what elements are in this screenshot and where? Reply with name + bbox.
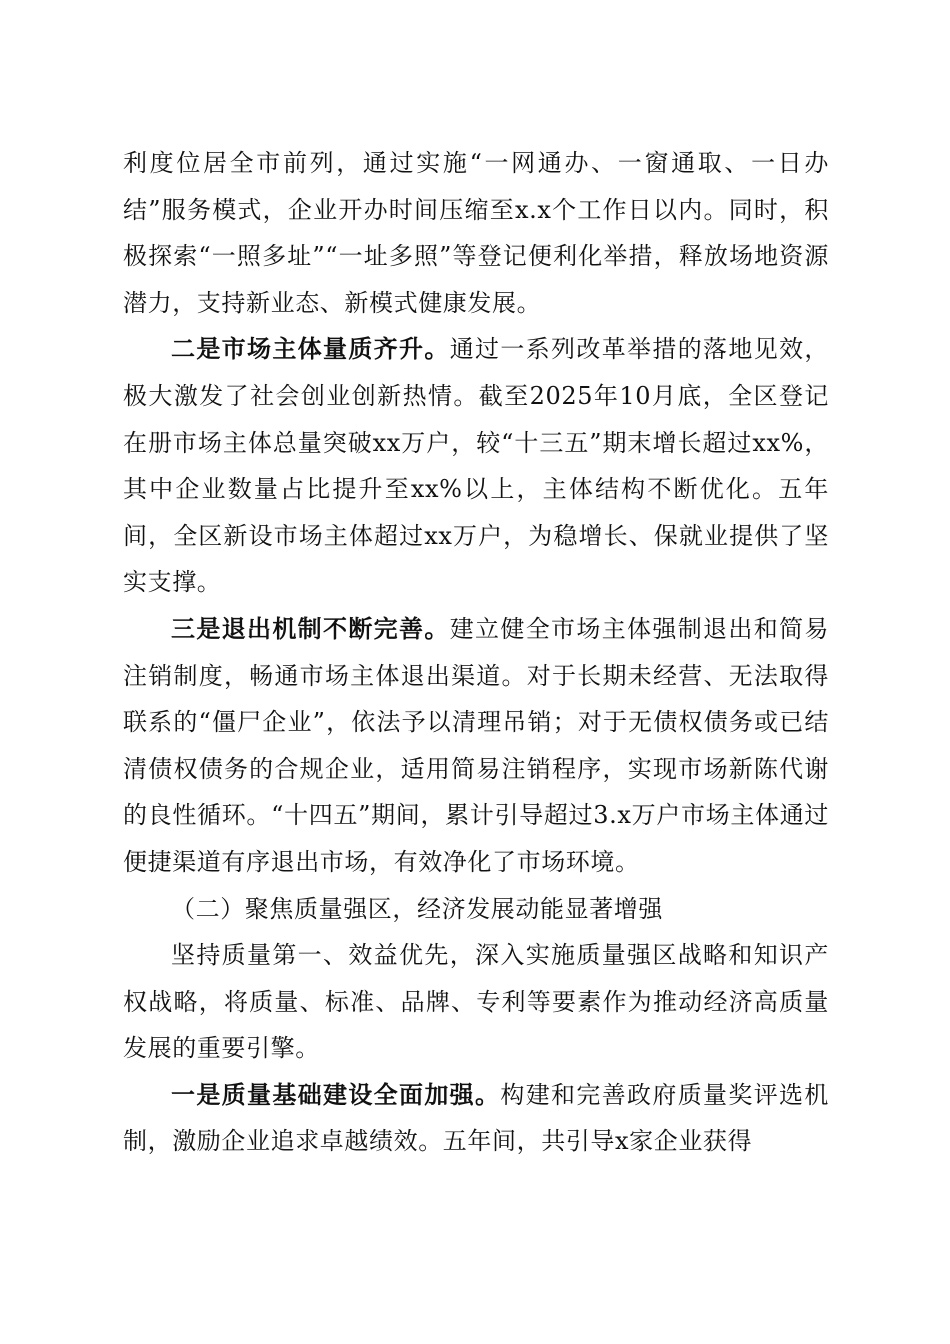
paragraph-market-entities bbox=[123, 326, 829, 606]
paragraph-quality-foundation bbox=[123, 1072, 829, 1165]
paragraph-continuation bbox=[123, 140, 829, 326]
paragraph-text: 利度位居全市前列，通过实施“一网通办、一窗通取、一日办结”服务模式，企业开办时间压缩至x.x个工作日以内。同时，积极探索“一照多址”“一址多照”等登记便利化举措，释放场地资源潜力，支持新业态、新模式健康发展。 bbox=[123, 149, 829, 317]
paragraph-text: 通过一系列改革举措的落地见效，极大激发了社会创业创新热情。截至2025年10月底，全区登记在册市场主体总量突破xx万户，较“十三五”期末增长超过xx%，其中企业数量占比提升至xx%以上，主体结构不断优化。五年间，全区新设市场主体超过xx万户，为稳增长、保就业提供了坚实支撑。 bbox=[123, 335, 830, 597]
paragraph-lead: 一是质量基础建设全面加强。 bbox=[171, 1079, 501, 1109]
paragraph-lead: 二是市场主体量质齐升。 bbox=[171, 334, 450, 364]
section-heading: （二）聚焦质量强区，经济发展动能显著增强 bbox=[171, 894, 663, 923]
paragraph-text: 构建和完善政府质量奖评选机制，激励企业追求卓越绩效。五年间，共引导x家企业获得 bbox=[123, 1080, 829, 1156]
section-intro: 坚持质量第一、效益优先，深入实施质量强区战略和知识产权战略，将质量、标准、品牌、专利等要素作为推动经济高质量发展的重要引擎。 bbox=[123, 941, 829, 1063]
document-body bbox=[123, 140, 829, 1165]
paragraph-text: 建立健全市场主体强制退出和简易注销制度，畅通市场主体退出渠道。对于长期未经营、无法取得联系的“僵尸企业”，依法予以清理吊销；对于无债权债务或已结清债权债务的合规企业，适用简易注销程序，实现市场新陈代谢的良性循环。“十四五”期间，累计引导超过3.x万户市场主体通过便捷渠道有序退出市场，有效净化了市场环境。 bbox=[123, 614, 830, 876]
paragraph-lead: 三是退出机制不断完善。 bbox=[171, 613, 450, 643]
paragraph-exit-mechanism bbox=[123, 606, 829, 886]
